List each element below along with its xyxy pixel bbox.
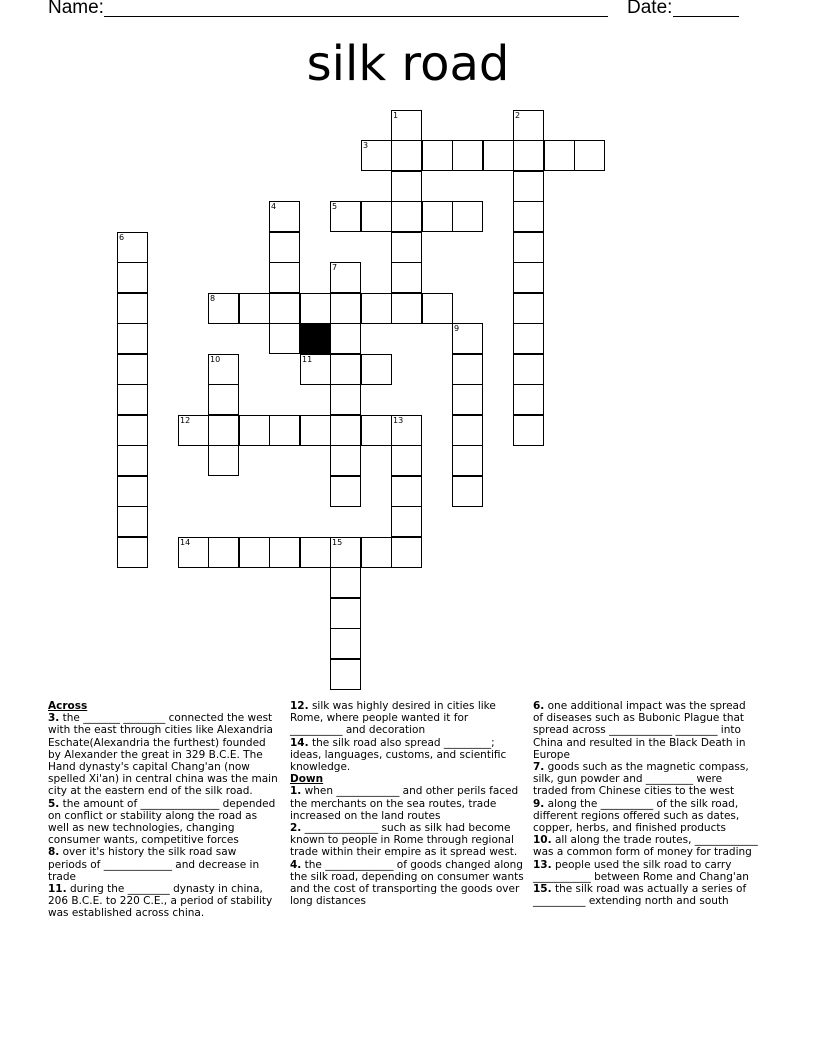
clue-across-5: 5. the amount of _______________ depended on conflict or stability along the road as well as new technologies, changing consumer wants, competitive forces xyxy=(48,797,276,847)
grid-cell[interactable] xyxy=(513,384,544,415)
grid-cell[interactable] xyxy=(330,354,361,385)
clue-down-15: 15. the silk road was actually a series of __________ extending north and south xyxy=(533,883,747,908)
grid-cell[interactable] xyxy=(361,415,392,446)
grid-cell[interactable] xyxy=(483,140,514,171)
grid-cell[interactable] xyxy=(330,659,361,690)
clue-number-2: 2 xyxy=(515,111,521,120)
grid-cell[interactable] xyxy=(422,293,453,324)
grid-cell[interactable] xyxy=(391,506,422,537)
grid-cell[interactable] xyxy=(269,537,300,568)
clue-down-6: 6. one additional impact was the spread of diseases such as Bubonic Plague that spread across ____________ ________ into China and resulted in the Black Death in Europe xyxy=(533,700,746,761)
clue-down-9: 9. along the __________ of the silk road, different regions offered such as dates, copper, herbs, and finished products xyxy=(533,797,740,835)
grid-cell[interactable] xyxy=(117,476,148,507)
grid-cell[interactable] xyxy=(117,354,148,385)
grid-cell[interactable] xyxy=(513,293,544,324)
clue-number-5: 5 xyxy=(332,202,338,211)
grid-cell[interactable] xyxy=(513,232,544,263)
grid-cell[interactable] xyxy=(269,262,300,293)
grid-cell[interactable] xyxy=(391,140,422,171)
grid-cell[interactable] xyxy=(452,476,483,507)
grid-cell[interactable] xyxy=(452,384,483,415)
grid-cell[interactable] xyxy=(361,201,392,232)
grid-cell[interactable] xyxy=(513,354,544,385)
grid-cell[interactable] xyxy=(208,415,239,446)
grid-cell[interactable] xyxy=(330,476,361,507)
grid-cell[interactable] xyxy=(391,262,422,293)
grid-cell[interactable] xyxy=(574,140,605,171)
clue-down-10: 10. all along the trade routes, ____________ was a common form of money for trading xyxy=(533,834,758,859)
grid-cell[interactable] xyxy=(361,354,392,385)
grid-cell[interactable] xyxy=(391,537,422,568)
grid-cell[interactable] xyxy=(330,445,361,476)
clue-across-11: 11. during the ________ dynasty in china, 206 B.C.E. to 220 C.E., a period of stability was established across china. xyxy=(48,883,273,920)
clue-column-2 xyxy=(290,700,524,907)
grid-cell[interactable] xyxy=(330,415,361,446)
grid-cell[interactable] xyxy=(330,323,361,354)
clue-number-13: 13 xyxy=(393,416,404,425)
clue-down-1: 1. when ____________ and other perils faced the merchants on the sea routes, trade increased on the land routes xyxy=(290,785,519,822)
clue-number-15: 15 xyxy=(332,538,343,547)
clue-across-8: 8. over it's history the silk road saw periods of _____________ and decrease in trade xyxy=(48,846,260,883)
grid-cell[interactable] xyxy=(544,140,575,171)
down-heading: Down xyxy=(290,773,324,786)
grid-cell[interactable] xyxy=(300,537,331,568)
clue-number-1: 1 xyxy=(393,111,399,120)
across-heading: Across xyxy=(48,700,88,712)
clue-number-8: 8 xyxy=(210,294,216,303)
grid-cell[interactable] xyxy=(361,537,392,568)
grid-cell[interactable] xyxy=(452,201,483,232)
grid-cell[interactable] xyxy=(239,293,270,324)
grid-cell[interactable] xyxy=(452,354,483,385)
clue-number-11: 11 xyxy=(302,355,313,364)
grid-cell[interactable] xyxy=(361,293,392,324)
grid-cell[interactable] xyxy=(117,537,148,568)
grid-cell[interactable] xyxy=(117,262,148,293)
date-label: Date: xyxy=(627,0,673,18)
grid-cell[interactable] xyxy=(330,293,361,324)
clue-down-2: 2. ______________ such as silk had become known to people in Rome through regional trade within their empire as it spread west. xyxy=(290,822,518,859)
grid-cell[interactable] xyxy=(391,232,422,263)
grid-cell[interactable] xyxy=(513,171,544,202)
clue-down-4: 4. the _____________ of goods changed along the silk road, depending on consumer wants and the cost of transporting the goods over long distances xyxy=(290,858,524,908)
clue-across-14: 14. the silk road also spread _________; ideas, languages, customs, and scientific knowledge. xyxy=(290,736,507,774)
grid-cell[interactable] xyxy=(391,293,422,324)
grid-cell[interactable] xyxy=(117,506,148,537)
grid-cell[interactable] xyxy=(117,323,148,354)
grid-cell[interactable] xyxy=(391,476,422,507)
grid-cell[interactable] xyxy=(330,598,361,629)
grid-cell[interactable] xyxy=(513,201,544,232)
grid-cell[interactable] xyxy=(513,415,544,446)
grid-cell[interactable] xyxy=(208,384,239,415)
clue-number-4: 4 xyxy=(271,202,277,211)
grid-cell[interactable] xyxy=(513,323,544,354)
grid-cell[interactable] xyxy=(452,445,483,476)
grid-cell[interactable] xyxy=(452,415,483,446)
grid-cell[interactable] xyxy=(239,537,270,568)
grid-cell[interactable] xyxy=(300,415,331,446)
clue-across-12: 12. silk was highly desired in cities like Rome, where people wanted it for __________ and decoration xyxy=(290,700,496,737)
clue-number-9: 9 xyxy=(454,324,460,333)
clue-column-1 xyxy=(48,700,278,920)
clue-number-7: 7 xyxy=(332,263,338,272)
clue-down-13: 13. people used the silk road to carry ___________ between Rome and Chang'an xyxy=(533,858,749,883)
grid-cell[interactable] xyxy=(422,140,453,171)
grid-cell[interactable] xyxy=(452,140,483,171)
grid-cell[interactable] xyxy=(513,262,544,293)
name-label: Name: xyxy=(48,0,104,18)
grid-cell[interactable] xyxy=(330,567,361,598)
grid-cell[interactable] xyxy=(422,201,453,232)
clue-down-7: 7. goods such as the magnetic compass, silk, gun powder and _________ were traded from Chinese cities to the west xyxy=(533,761,749,798)
black-cell xyxy=(300,323,331,354)
grid-cell[interactable] xyxy=(513,140,544,171)
grid-cell[interactable] xyxy=(300,293,331,324)
clue-across-3: 3. the _______ ________ connected the west with the east through cities like Alexandria Eschate(Alexandria the furthest) founded by Alexander the great in 329 B.C.E. The Hand dynasty's capital Chang'an (now spelled Xi'an) in central china was the main city at the eastern end of the silk road. xyxy=(48,712,278,798)
clue-number-12: 12 xyxy=(180,416,191,425)
clue-number-6: 6 xyxy=(119,233,125,242)
clue-number-3: 3 xyxy=(363,141,369,150)
clue-column-3 xyxy=(533,700,759,907)
grid-cell[interactable] xyxy=(208,445,239,476)
grid-cell[interactable] xyxy=(391,445,422,476)
clue-number-14: 14 xyxy=(180,538,191,547)
grid-cell[interactable] xyxy=(269,415,300,446)
grid-cell[interactable] xyxy=(269,323,300,354)
grid-cell[interactable] xyxy=(330,384,361,415)
page-title: silk road xyxy=(306,36,510,92)
grid-cell[interactable] xyxy=(117,384,148,415)
grid-cell[interactable] xyxy=(269,232,300,263)
grid-cell[interactable] xyxy=(391,171,422,202)
clue-number-10: 10 xyxy=(210,355,221,364)
grid-cell[interactable] xyxy=(391,201,422,232)
grid-cell[interactable] xyxy=(117,415,148,446)
grid-cell[interactable] xyxy=(330,628,361,659)
grid-cell[interactable] xyxy=(239,415,270,446)
grid-cell[interactable] xyxy=(117,293,148,324)
grid-cell[interactable] xyxy=(117,445,148,476)
grid-cell[interactable] xyxy=(208,537,239,568)
grid-cell[interactable] xyxy=(269,293,300,324)
